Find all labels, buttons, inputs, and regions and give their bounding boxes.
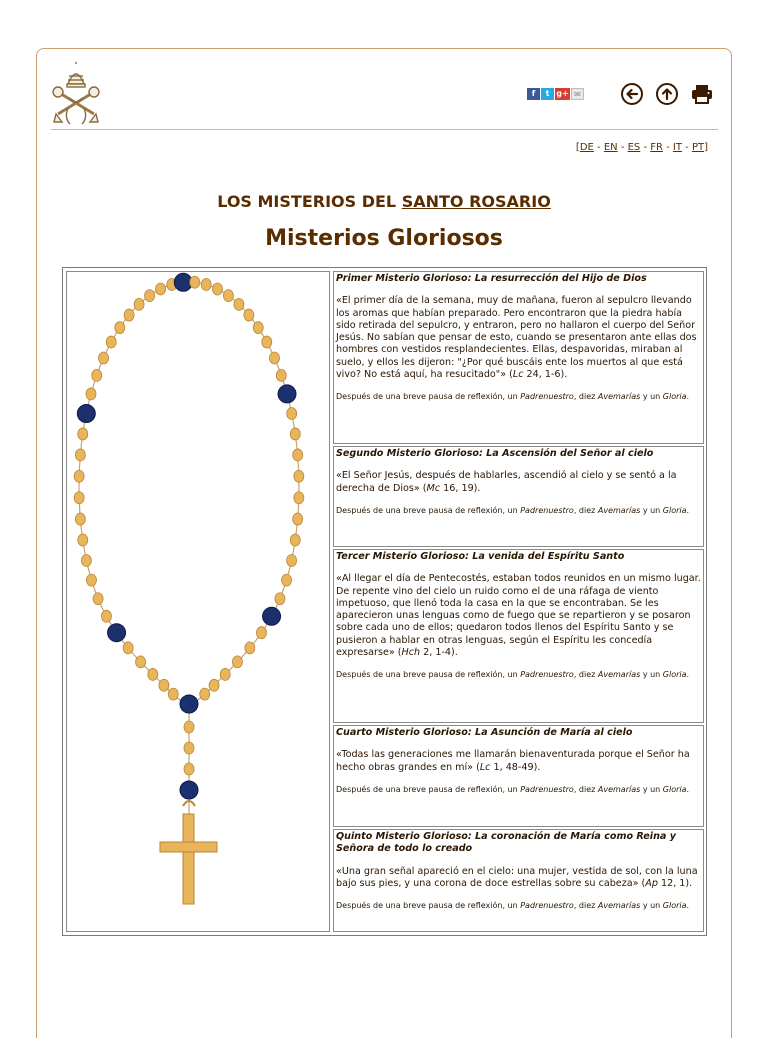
rosary-bead-gold xyxy=(78,534,88,546)
mystery-cell xyxy=(333,725,704,827)
rosary-bead-gold xyxy=(92,369,102,381)
rosary-bead-gold xyxy=(184,742,194,754)
scripture-text: «Todas las generaciones me llamarán bienaventurada porque el Señor ha hecho obras grandes en mí» ( xyxy=(336,749,690,773)
prayer-our-father: Padrenuestro xyxy=(520,392,574,402)
page-supertitle xyxy=(0,192,768,211)
prayer-gloria: Gloria xyxy=(662,670,687,680)
rosary-bead-gold xyxy=(190,276,200,288)
rosary-bead-gold xyxy=(134,298,144,310)
prayer-note-text: . xyxy=(686,505,690,515)
facebook-icon[interactable]: f xyxy=(527,88,540,100)
rosary-bead-gold xyxy=(287,554,297,566)
mystery-heading: Segundo Misterio Glorioso: La Ascensión del Señor al cielo xyxy=(336,448,654,459)
lang-de-link[interactable]: DE xyxy=(579,142,594,153)
scripture-ref: 2, 1-4). xyxy=(420,647,458,659)
prayer-note-text: , diez xyxy=(573,901,598,911)
rosary-bead-gold xyxy=(124,309,134,321)
rosary-bead-gold xyxy=(282,574,292,586)
rosary-bead-gold xyxy=(287,408,297,420)
prayer-note-text: . xyxy=(686,670,690,680)
rosary-bead-gold xyxy=(74,492,84,504)
prayer-hail-marys: Avemarías xyxy=(597,784,641,794)
prayer-note xyxy=(336,784,701,795)
rosary-bead-gold xyxy=(156,283,166,295)
rosary-bead-gold xyxy=(262,336,272,348)
lang-fr-link[interactable]: FR xyxy=(650,142,663,153)
print-icon[interactable] xyxy=(690,82,714,106)
mystery-scripture xyxy=(336,470,701,495)
rosary-bead-gold xyxy=(184,763,194,775)
prayer-note-text: Después de una breve pausa de reflexión, un xyxy=(336,505,521,515)
prayer-our-father: Padrenuestro xyxy=(520,901,574,911)
rosary-bead-gold xyxy=(123,642,133,654)
rosary-bead-gold xyxy=(244,309,254,321)
scripture-book: Lc xyxy=(479,761,491,773)
supertitle-prefix: LOS MISTERIOS DEL xyxy=(217,192,402,211)
lang-it-link[interactable]: IT xyxy=(672,142,682,153)
prayer-note-text: Después de una breve pausa de reflexión, un xyxy=(336,670,521,680)
rosary-bead-blue xyxy=(180,695,198,713)
prayer-note-text: . xyxy=(686,901,690,911)
rosary-bead-gold xyxy=(115,322,125,334)
mystery-cell xyxy=(333,271,704,444)
rosary-image-cell xyxy=(66,271,330,932)
mystery-cell xyxy=(333,549,704,723)
rosary-bead-gold xyxy=(201,279,211,291)
prayer-note-text: , diez xyxy=(573,505,598,515)
scripture-ref: 1, 48-49). xyxy=(490,761,541,773)
rosary-bead-gold xyxy=(276,369,286,381)
rosary-bead-gold xyxy=(86,574,96,586)
rosary-bead-gold xyxy=(159,679,169,691)
prayer-note-text: y un xyxy=(640,670,663,680)
rosary-bead-gold xyxy=(253,322,263,334)
cross-vertical xyxy=(183,814,194,904)
page-nav-icons xyxy=(620,82,714,106)
prayer-note-text: Después de una breve pausa de reflexión, un xyxy=(336,392,521,402)
google-plus-icon[interactable]: g+ xyxy=(556,89,569,98)
rosary-bead-blue xyxy=(180,781,198,799)
scripture-text: «El Señor Jesús, después de hablarles, ascendió al cielo y se sentó a la derecha de Dios» ( xyxy=(336,470,677,494)
rosary-bead-gold xyxy=(75,449,85,461)
rosary-bead-blue xyxy=(278,385,296,403)
lang-es-link[interactable]: ES xyxy=(627,142,641,153)
prayer-gloria: Gloria xyxy=(662,392,687,402)
rosary-bead-gold xyxy=(184,721,194,733)
rosary-bead-gold xyxy=(136,656,146,668)
rosary-bead-gold xyxy=(86,388,96,400)
prayer-note-text: . xyxy=(686,392,690,402)
rosary-bead-gold xyxy=(99,352,109,364)
rosary-bead-gold xyxy=(220,668,230,680)
rosary-bead-gold xyxy=(290,534,300,546)
prayer-gloria: Gloria xyxy=(662,505,687,515)
prayer-our-father: Padrenuestro xyxy=(520,784,574,794)
prayer-note-text: y un xyxy=(640,505,663,515)
rosary-bead-gold xyxy=(256,627,266,639)
scripture-text: «Al llegar el día de Pentecostés, estaban todos reunidos en un mismo lugar. De repente vino del cielo un ruido como el de una ráfaga de viento impetuoso, que llenó toda la casa en la que se encontraban. Se les aparecieron unas lenguas como de fuego que se repartieron y se posaron sobre cada uno de ellos; quedaron todos llenos del Espíritu Santo y se pusieron a hablar en otras lenguas, según el Espíritu les concedía expresarse» ( xyxy=(336,573,701,659)
rosary-bead-gold xyxy=(75,513,85,525)
mystery-heading: Tercer Misterio Glorioso: La venida del Espíritu Santo xyxy=(336,551,625,562)
page-title: Misterios Gloriosos xyxy=(265,226,503,251)
rosary-bead-gold xyxy=(294,470,304,482)
mystery-scripture xyxy=(336,749,701,774)
mystery-heading: Quinto Misterio Glorioso: La coronación de María como Reina y Señora de todo lo creado xyxy=(336,831,676,855)
rosary-bead-gold xyxy=(232,656,242,668)
prayer-note-text: y un xyxy=(640,392,663,402)
mystery-scripture xyxy=(336,295,701,381)
rosary-bead-gold xyxy=(145,290,155,302)
mystery-scripture xyxy=(336,573,701,659)
prayer-hail-marys: Avemarías xyxy=(597,670,641,680)
rosary-bead-gold xyxy=(294,492,304,504)
papal-emblem-icon xyxy=(50,62,102,128)
social-share-bar xyxy=(527,88,584,100)
prayer-note-text: Después de una breve pausa de reflexión, un xyxy=(336,784,521,794)
prayer-hail-marys: Avemarías xyxy=(597,901,641,911)
rosary-bead-gold xyxy=(290,428,300,440)
rosary-bead-blue xyxy=(108,624,126,642)
rosary-bead-gold xyxy=(74,470,84,482)
rosary-bead-gold xyxy=(275,593,285,605)
prayer-note-text: Después de una breve pausa de reflexión, un xyxy=(336,901,521,911)
language-selector: [DE - EN - ES - FR - IT - PT] xyxy=(575,142,708,153)
rosary-bead-gold xyxy=(269,352,279,364)
rosary-bead-blue xyxy=(263,607,281,625)
scripture-ref: 12, 1). xyxy=(657,877,693,889)
prayer-note xyxy=(336,391,701,402)
prayer-our-father: Padrenuestro xyxy=(520,670,574,680)
scripture-ref: 24, 1-6). xyxy=(523,369,568,381)
prayer-note-text: , diez xyxy=(573,784,598,794)
rosary-bead-gold xyxy=(293,449,303,461)
prayer-gloria: Gloria xyxy=(662,784,687,794)
scripture-text: «El primer día de la semana, muy de mañana, fueron al sepulcro llevando los aromas que habían preparado. Pero encontraron que la piedra había sido retirada del sepulcro, y entraron, pero no hallaron el cuerpo del Señor Jesús. No sabían que pensar de esto, cuando se presentaron ante ellas dos hombres con vestidos resplandecientes. Ellas, despavoridas, miraban al suelo, y ellos les dijeron: "¿Por qué buscáis ente los muertos al que está vivo? No está aquí, ha resucitado"» ( xyxy=(336,295,697,381)
prayer-note-text: , diez xyxy=(573,392,598,402)
mystery-cell xyxy=(333,446,704,547)
prayer-note-text: . xyxy=(686,784,690,794)
email-icon[interactable]: ✉ xyxy=(571,88,584,100)
mystery-scripture xyxy=(336,866,701,891)
rosary-bead-gold xyxy=(78,428,88,440)
rosary-bead-gold xyxy=(200,688,210,700)
rosary-bead-gold xyxy=(148,668,158,680)
mystery-heading: Primer Misterio Glorioso: La resurrección del Hijo de Dios xyxy=(336,273,647,284)
rosary-bead-gold xyxy=(93,593,103,605)
rosary-bead-gold xyxy=(81,554,91,566)
rosary-bead-gold xyxy=(106,336,116,348)
rosary-bead-blue xyxy=(77,405,95,423)
prayer-gloria: Gloria xyxy=(662,901,687,911)
rosary-bead-gold xyxy=(234,298,244,310)
prayer-note xyxy=(336,669,701,680)
prayer-our-father: Padrenuestro xyxy=(520,505,574,515)
rosary-bead-gold xyxy=(209,679,219,691)
prayer-hail-marys: Avemarías xyxy=(597,505,641,515)
prayer-hail-marys: Avemarías xyxy=(597,392,641,402)
prayer-note xyxy=(336,900,701,911)
back-arrow-icon[interactable] xyxy=(620,82,644,106)
mystery-cell xyxy=(333,829,704,932)
scripture-book: Mc xyxy=(426,482,441,494)
header-divider xyxy=(51,129,718,130)
lang-pt-link[interactable]: PT xyxy=(691,142,705,153)
prayer-note-text: y un xyxy=(640,901,663,911)
rosary-bead-gold xyxy=(245,642,255,654)
scripture-book: Lc xyxy=(512,369,524,381)
twitter-icon[interactable]: t xyxy=(541,88,554,100)
scripture-book: Ap xyxy=(645,877,658,889)
prayer-note-text: , diez xyxy=(573,670,598,680)
rosary-bead-gold xyxy=(223,290,233,302)
up-arrow-icon[interactable] xyxy=(655,82,679,106)
prayer-note-text: y un xyxy=(640,784,663,794)
mystery-heading: Cuarto Misterio Glorioso: La Asunción de María al cielo xyxy=(336,727,633,738)
rosary-bead-gold xyxy=(101,610,111,622)
lang-en-link[interactable]: EN xyxy=(603,142,618,153)
rosary-bead-gold xyxy=(168,688,178,700)
scripture-ref: 16, 19). xyxy=(440,482,481,494)
cross-horizontal xyxy=(160,842,217,852)
santo-rosario-link[interactable]: SANTO ROSARIO xyxy=(401,192,551,211)
scripture-book: Hch xyxy=(401,647,421,659)
rosary-bead-gold xyxy=(212,283,222,295)
rosary-bead-gold xyxy=(293,513,303,525)
rosary-image xyxy=(67,272,329,931)
prayer-note xyxy=(336,505,701,516)
scripture-text: «Una gran señal apareció en el cielo: una mujer, vestida de sol, con la luna bajo sus pies, y una corona de doce estrellas sobre su cabeza» ( xyxy=(336,865,698,889)
